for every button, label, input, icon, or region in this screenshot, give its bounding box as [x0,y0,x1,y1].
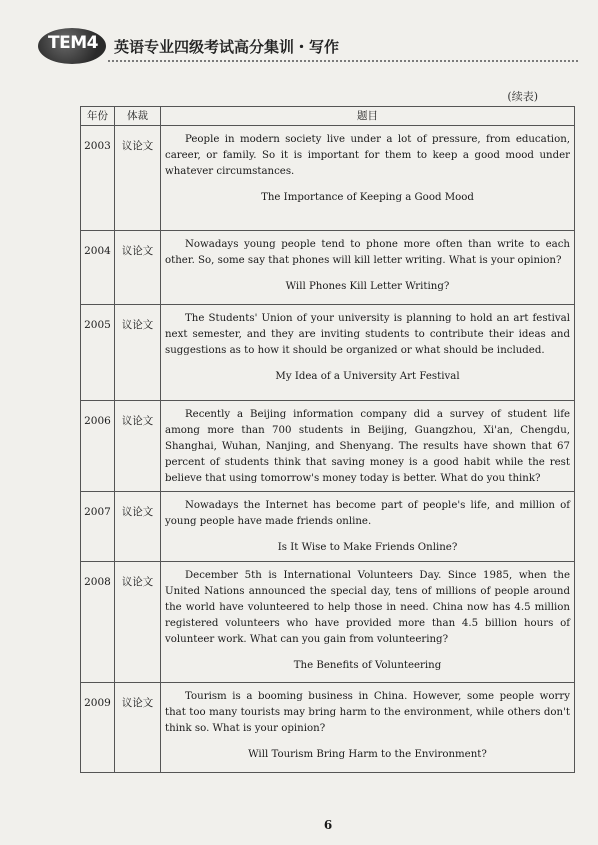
essay-title: The Importance of Keeping a Good Mood [261,192,474,203]
row-topic [161,401,575,492]
table-row [81,305,575,401]
row-year: 2006 [81,401,115,492]
row-genre: 议论文 [115,231,161,305]
row-genre: 议论文 [115,562,161,683]
row-year: 2008 [81,562,115,683]
continued-label: (续表) [507,90,538,103]
row-year: 2005 [81,305,115,401]
row-genre: 议论文 [115,305,161,401]
table-row [81,126,575,231]
topic-prompt: Nowadays young people tend to phone more often than write to each other. So, some say that phones will kill letter writing. What is your opinion? [165,239,570,266]
table-row [81,401,575,492]
row-year: 2004 [81,231,115,305]
table-header-row [81,107,575,126]
row-topic [161,231,575,305]
topic-prompt: Nowadays the Internet has become part of people's life, and million of young people have made friends online. [165,500,570,527]
column-header-topic: 题目 [161,107,575,126]
row-topic [161,126,575,231]
page-header [0,0,598,70]
row-topic [161,305,575,401]
topic-prompt: Recently a Beijing information company did a survey of student life among more than 700 students in Beijing, Guangzhou, Xi'an, Chengdu, Shanghai, Wuhan, Nanjing, and Shenyang. The results have shown that 67 percent of students think that saving money is a good habit while the rest believe that using tomorrow's money today is better. What do you think? [165,409,570,484]
row-genre: 议论文 [115,492,161,562]
essay-title: Will Phones Kill Letter Writing? [285,281,450,292]
book-title: 英语专业四级考试高分集训・写作 [114,38,340,56]
row-topic [161,492,575,562]
essay-title: Is It Wise to Make Friends Online? [277,542,458,553]
table-row [81,683,575,773]
logo-text: TEM4 [48,33,98,53]
topic-prompt: People in modern society live under a lot of pressure, from education, career, or family. So it is important for them to keep a good mood under whatever circumstances. [165,134,570,177]
row-genre: 议论文 [115,683,161,773]
header-divider [108,60,578,62]
column-header-genre: 体裁 [115,107,161,126]
row-genre: 议论文 [115,401,161,492]
topic-prompt: The Students' Union of your university is planning to hold an art festival next semester, and they are inviting students to contribute their ideas and suggestions as to how it should be organized or what should be included. [165,313,570,356]
essay-title: My Idea of a University Art Festival [275,371,460,382]
topic-prompt: Tourism is a booming business in China. However, some people worry that too many tourists may bring harm to the environment, while others don't think so. What is your opinion? [165,691,570,734]
essay-title: Will Tourism Bring Harm to the Environment? [248,749,487,760]
row-year: 2003 [81,126,115,231]
column-header-year: 年份 [81,107,115,126]
row-topic [161,562,575,683]
table-row [81,562,575,683]
table-row [81,492,575,562]
row-year: 2007 [81,492,115,562]
row-topic [161,683,575,773]
row-year: 2009 [81,683,115,773]
essay-title: The Benefits of Volunteering [293,660,442,671]
topic-prompt: December 5th is International Volunteers Day. Since 1985, when the United Nations announced the special day, tens of millions of people around the world have volunteered to help those in need. China now has 4.5 million registered volunteers who have provided more than 4.5 billion hours of volunteer work. What can you gain from volunteering? [165,570,570,645]
row-genre: 议论文 [115,126,161,231]
exam-topics-table [80,106,575,773]
table-row [81,231,575,305]
page-number: 6 [323,818,333,832]
